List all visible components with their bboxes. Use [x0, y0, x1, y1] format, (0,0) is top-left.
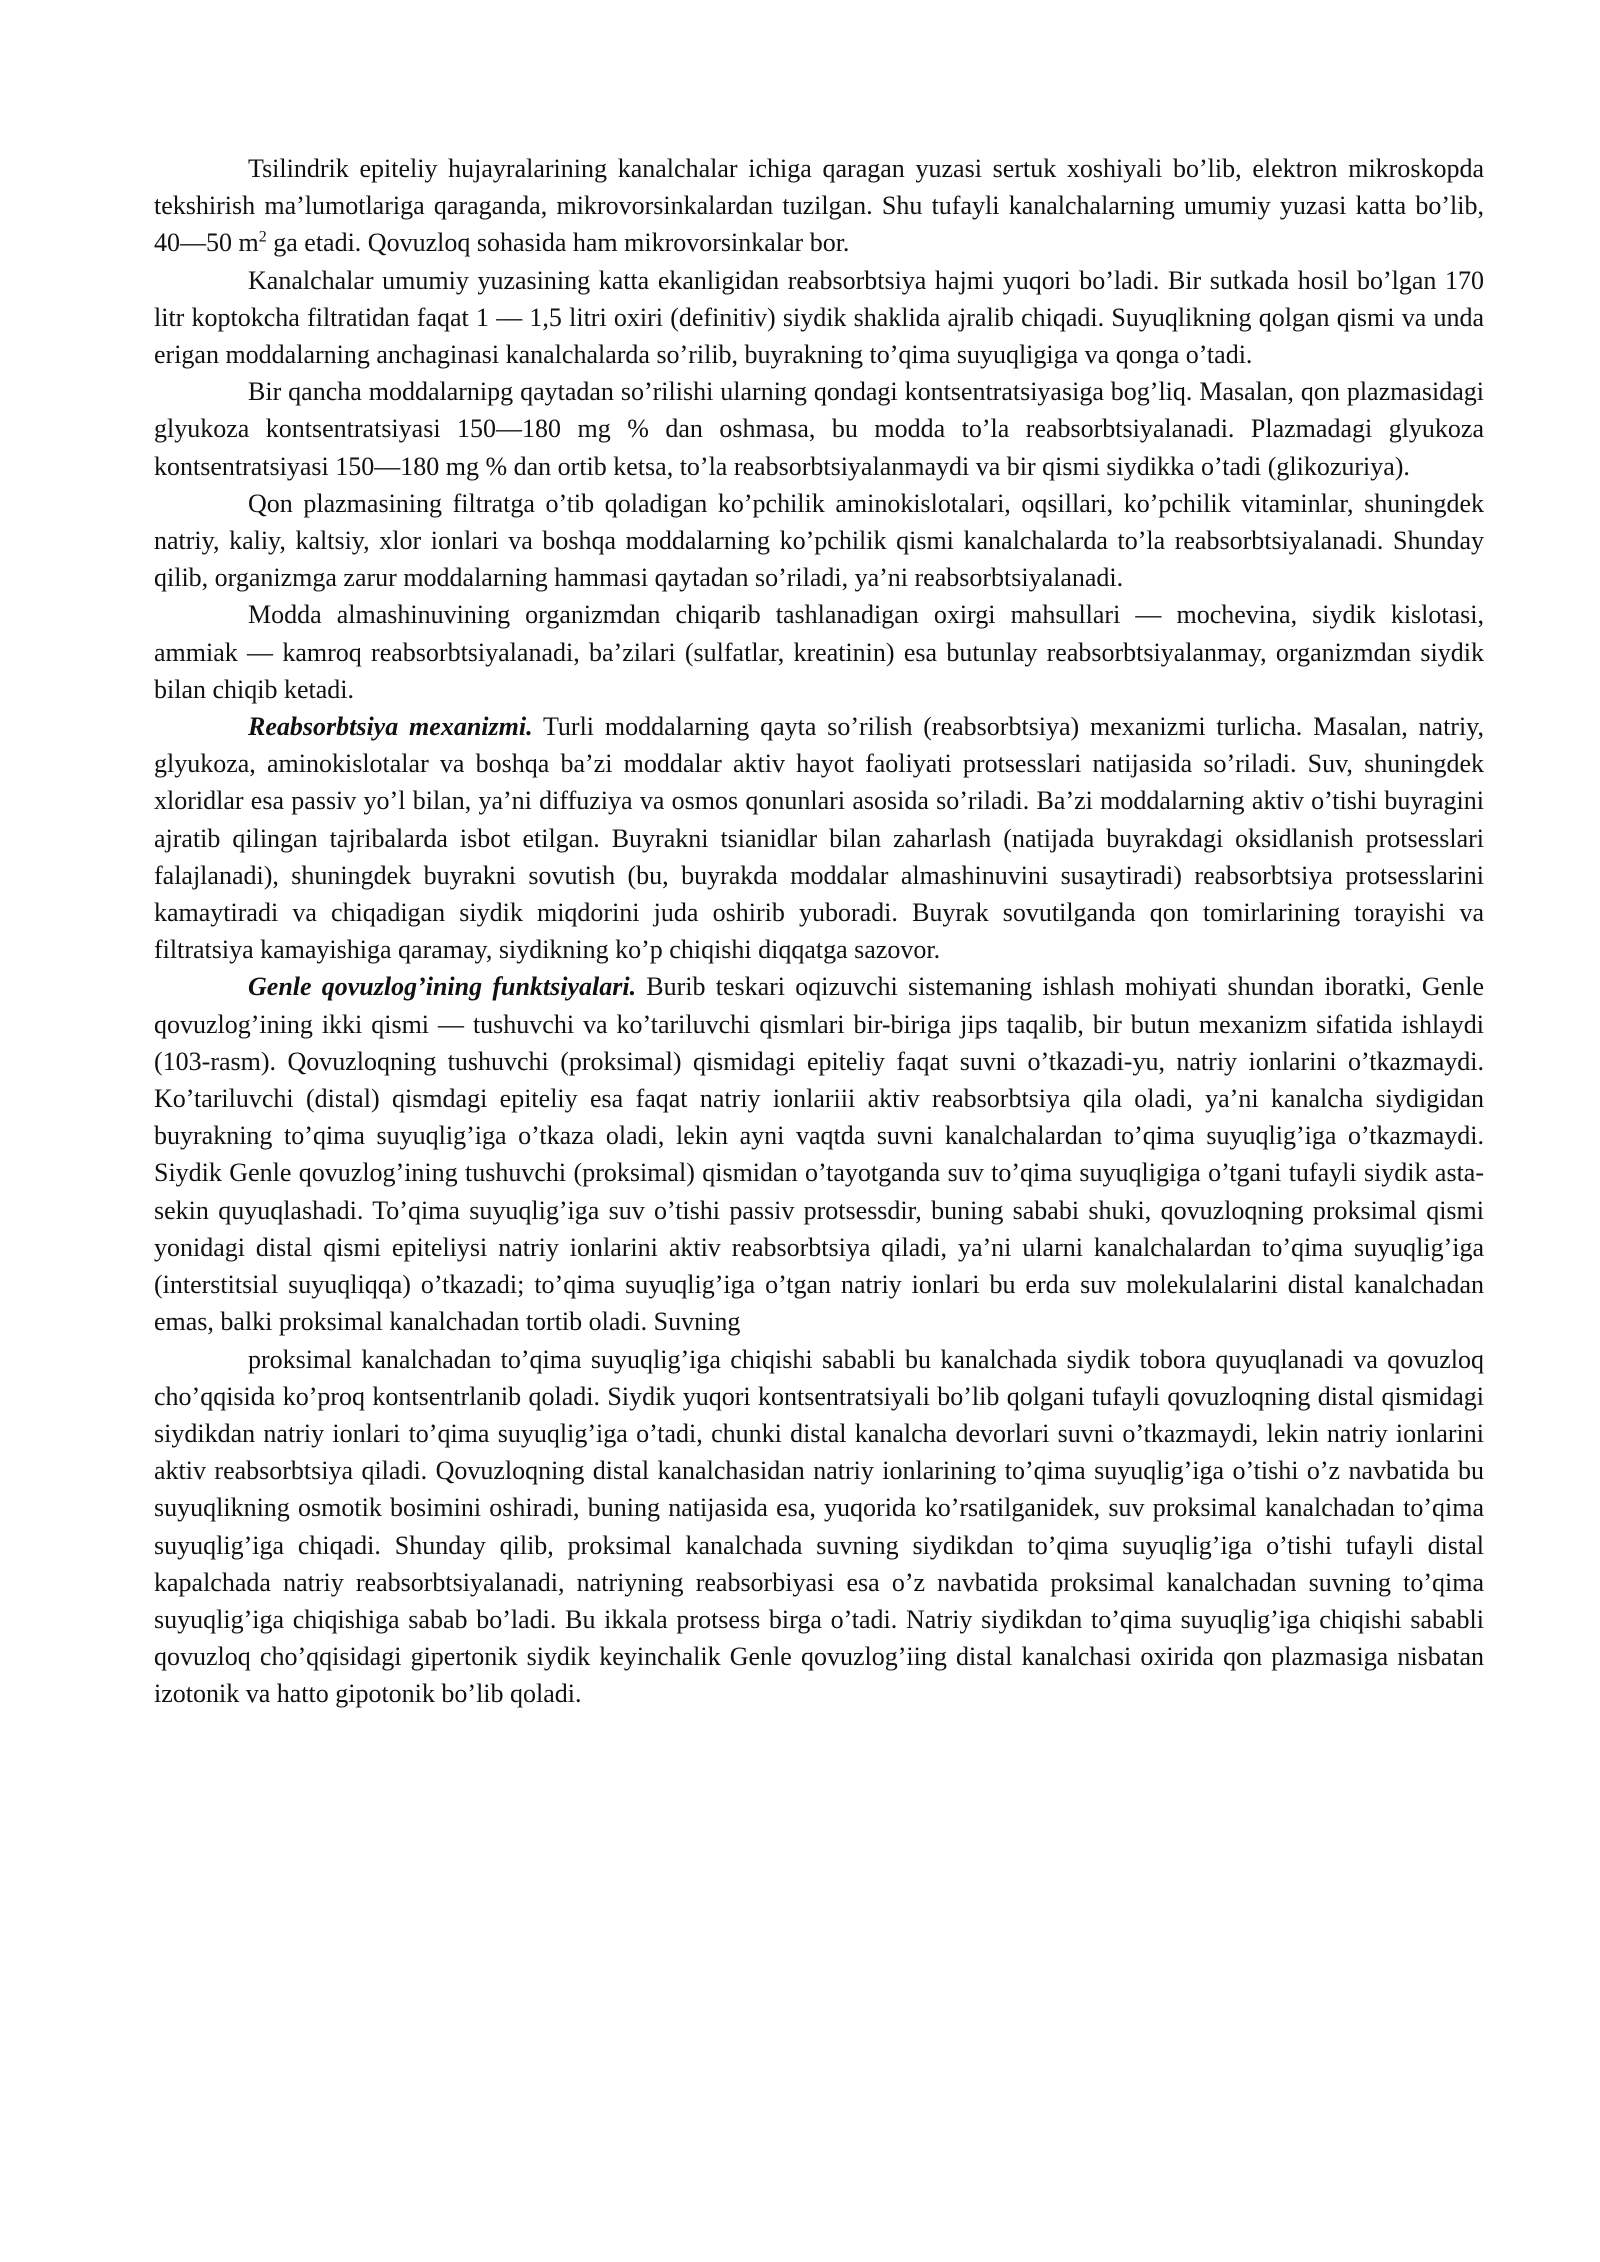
text-run: Kanalchalar umumiy yuzasining katta ekanligidan reabsorbtsiya hajmi yuqori bo’ladi. Bir sutkada hosil bo’lgan 170 litr koptokcha filtratidan faqat 1 — 1,5 litri oxiri (definitiv) siydik shaklida ajralib chiqadi. Suyuqlikning qolgan qismi va unda erigan moddalarning anchaginasi kanalchalarda so’rilib, buyrakning to’qima suyuqligiga va qonga o’tadi.	[154, 265, 1484, 370]
paragraph-5	[154, 596, 1484, 708]
text-run: Qon plazmasining filtratga o’tib qoladigan ko’pchilik aminokislotalari, oqsillari, ko’pchilik vitaminlar, shuningdek natriy, kaliy, kaltsiy, xlor ionlari va boshqa moddalarning ko’pchilik qismi kanalchalarda to’la reabsorbtsiyalanadi. Shunday qilib, organizmga zarur moddalarning hammasi qaytadan so’riladi, ya’ni reabsorbtsiyalanadi.	[154, 488, 1484, 593]
run-in-heading: Genle qovuzlog’ining funktsiyalari.	[248, 972, 637, 1002]
paragraph-4	[154, 485, 1484, 597]
paragraph-1	[154, 150, 1484, 262]
paragraph-3	[154, 373, 1484, 485]
text-run: proksimal kanalchadan to’qima suyuqlig’iga chiqishi sababli bu kanalchada siydik tobora quyuqlanadi va qovuzloq cho’qqisida ko’proq kontsentrlanib qoladi. Siydik yuqori kontsentratsiyali bo’lib qolgani tufayli qovuzloqning distal qismidagi siydikdan natriy ionlari to’qima suyuqlig’iga o’tadi, chunki distal kanalcha devorlari suvni o’tkazmaydi, lekin natriy ionlarini aktiv reabsorbtsiya qiladi. Qovuzloqning distal kanalchasidan natriy ionlarining to’qima suyuqlig’iga o’tishi o’z navbatida bu suyuqlikning osmotik bosimini oshiradi, buning natijasida esa, yuqorida ko’rsatilganidek, suv proksimal kanalchadan to’qima suyuqlig’iga chiqadi. Shunday qilib, proksimal kanalchada suvning siydikdan to’qima suyuqlig’iga o’tishi tufayli distal kapalchada natriy reabsorbtsiyalanadi, natriyning reabsorbiyasi esa o’z navbatida proksimal kanalchadan suvning to’qima suyuqlig’iga chiqishiga sabab bo’ladi. Bu ikkala protsess birga o’tadi. Natriy siydikdan to’qima suyuqlig’iga chiqishi sababli qovuzloq cho’qqisidagi gipertonik siydik keyinchalik Genle qovuzlog’iing distal kanalchasi oxirida qon plazmasiga nisbatan izotonik va hatto gipotonik bo’lib qoladi.	[154, 1344, 1484, 1709]
document-page	[154, 150, 1484, 1713]
text-run: Bir qancha moddalarnipg qaytadan so’rilishi ularning qondagi kontsentratsiyasiga bog’liq. Masalan, qon plazmasidagi glyukoza kontsentratsiyasi 150—180 mg % dan oshmasa, bu modda to’la reabsorbtsiyalanadi. Plazmadagi glyukoza kontsentratsiyasi 150—180 mg % dan ortib ketsa, to’la reabsorbtsiyalanmaydi va bir qismi siydikka o’tadi (glikozuriya).	[154, 377, 1484, 481]
text-run: Burib teskari oqizuvchi sistemaning ishlash mohiyati shundan iboratki, Genle qovuzlog’ining ikki qismi — tushuvchi va ko’tariluvchi qismlari bir-biriga jips taqalib, bir butun mexanizm sifatida ishlaydi (103-rasm). Qovuzloqning tushuvchi (proksimal) qismidagi epiteliy faqat suvni o’tkazadi-yu, natriy ionlarini o’tkazmaydi. Ko’tariluvchi (distal) qismdagi epiteliy esa faqat natriy ionlariii aktiv reabsorbtsiya qila oladi, ya’ni kanalcha siydigidan buyrakning to’qima suyuqlig’iga o’tkaza oladi, lekin ayni vaqtda suvni kanalchalardan to’qima suyuqlig’iga o’tkazmaydi. Siydik Genle qovuzlog’ining tushuvchi (proksimal) qismidan o’tayotganda suv to’qima suyuqligiga o’tgani tufayli siydik asta-sekin quyuqlashadi. To’qima suyuqlig’iga suv o’tishi passiv protsessdir, buning sababi shuki, qovuzloqning proksimal qismi yonidagi distal qismi epiteliysi natriy ionlarini aktiv reabsorbtsiya qiladi, ya’ni ularni kanalchalardan to’qima suyuqlig’iga (interstitsial suyuqliqqa) o’tkazadi; to’qima suyuqlig’iga o’tgan natriy ionlari bu erda suv molekulalarini distal kanalchadan emas, balki proksimal kanalchadan tortib oladi. Suvning	[154, 972, 1485, 1337]
run-in-heading: Reabsorbtsiya mexanizmi.	[248, 712, 533, 742]
text-run: Modda almashinuvining organizmdan chiqarib tashlanadigan oxirgi mahsullari — mochevina, siydik kislotasi, ammiak — kamroq reabsorbtsiyalanadi, ba’zilari (sulfatlar, kreatinin) esa butunlay reabsorbtsiyalanmay, organizmdan siydik bilan chiqib ketadi.	[154, 600, 1484, 704]
paragraph-7	[154, 968, 1484, 1340]
paragraph-2	[154, 262, 1484, 374]
text-run: ga etadi. Qovuzloq sohasida ham mikrovorsinkalar bor.	[266, 228, 850, 258]
text-run: Tsilindrik epiteliy hujayralarining kanalchalar ichiga qaragan yuzasi sertuk xoshiyali bo’lib, elektron mikroskopda tekshirish ma’lumotlariga qaraganda, mikrovorsinkalardan tuzilgan. Shu tufayli kanalchalarning umumiy yuzasi katta bo’lib, 40—50 m	[154, 154, 1484, 258]
paragraph-6	[154, 708, 1484, 968]
superscript: 2	[258, 228, 267, 246]
text-run: Turli moddalarning qayta so’rilish (reabsorbtsiya) mexanizmi turlicha. Masalan, natriy, glyukoza, aminokislotalar va boshqa ba’zi moddalar aktiv hayot faoliyati protsesslari natijasida so’riladi. Suv, shuningdek xloridlar esa passiv yo’l bilan, ya’ni diffuziya va osmos qonunlari asosida so’riladi. Ba’zi moddalarning aktiv o’tishi buyragini ajratib qilingan tajribalarda isbot etilgan. Buyrakni tsianidlar bilan zaharlash (natijada buyrakdagi oksidlanish protsesslari falajlanadi), shuningdek buyrakni sovutish (bu, buyrakda moddalar almashinuvini susaytiradi) reabsorbtsiya protsesslarini kamaytiradi va chiqadigan siydik miqdorini juda oshirib yuboradi. Buyrak sovutilganda qon tomirlarining torayishi va filtratsiya kamayishiga qaramay, siydikning ko’p chiqishi diqqatga sazovor.	[154, 712, 1484, 965]
paragraph-8	[154, 1341, 1484, 1713]
